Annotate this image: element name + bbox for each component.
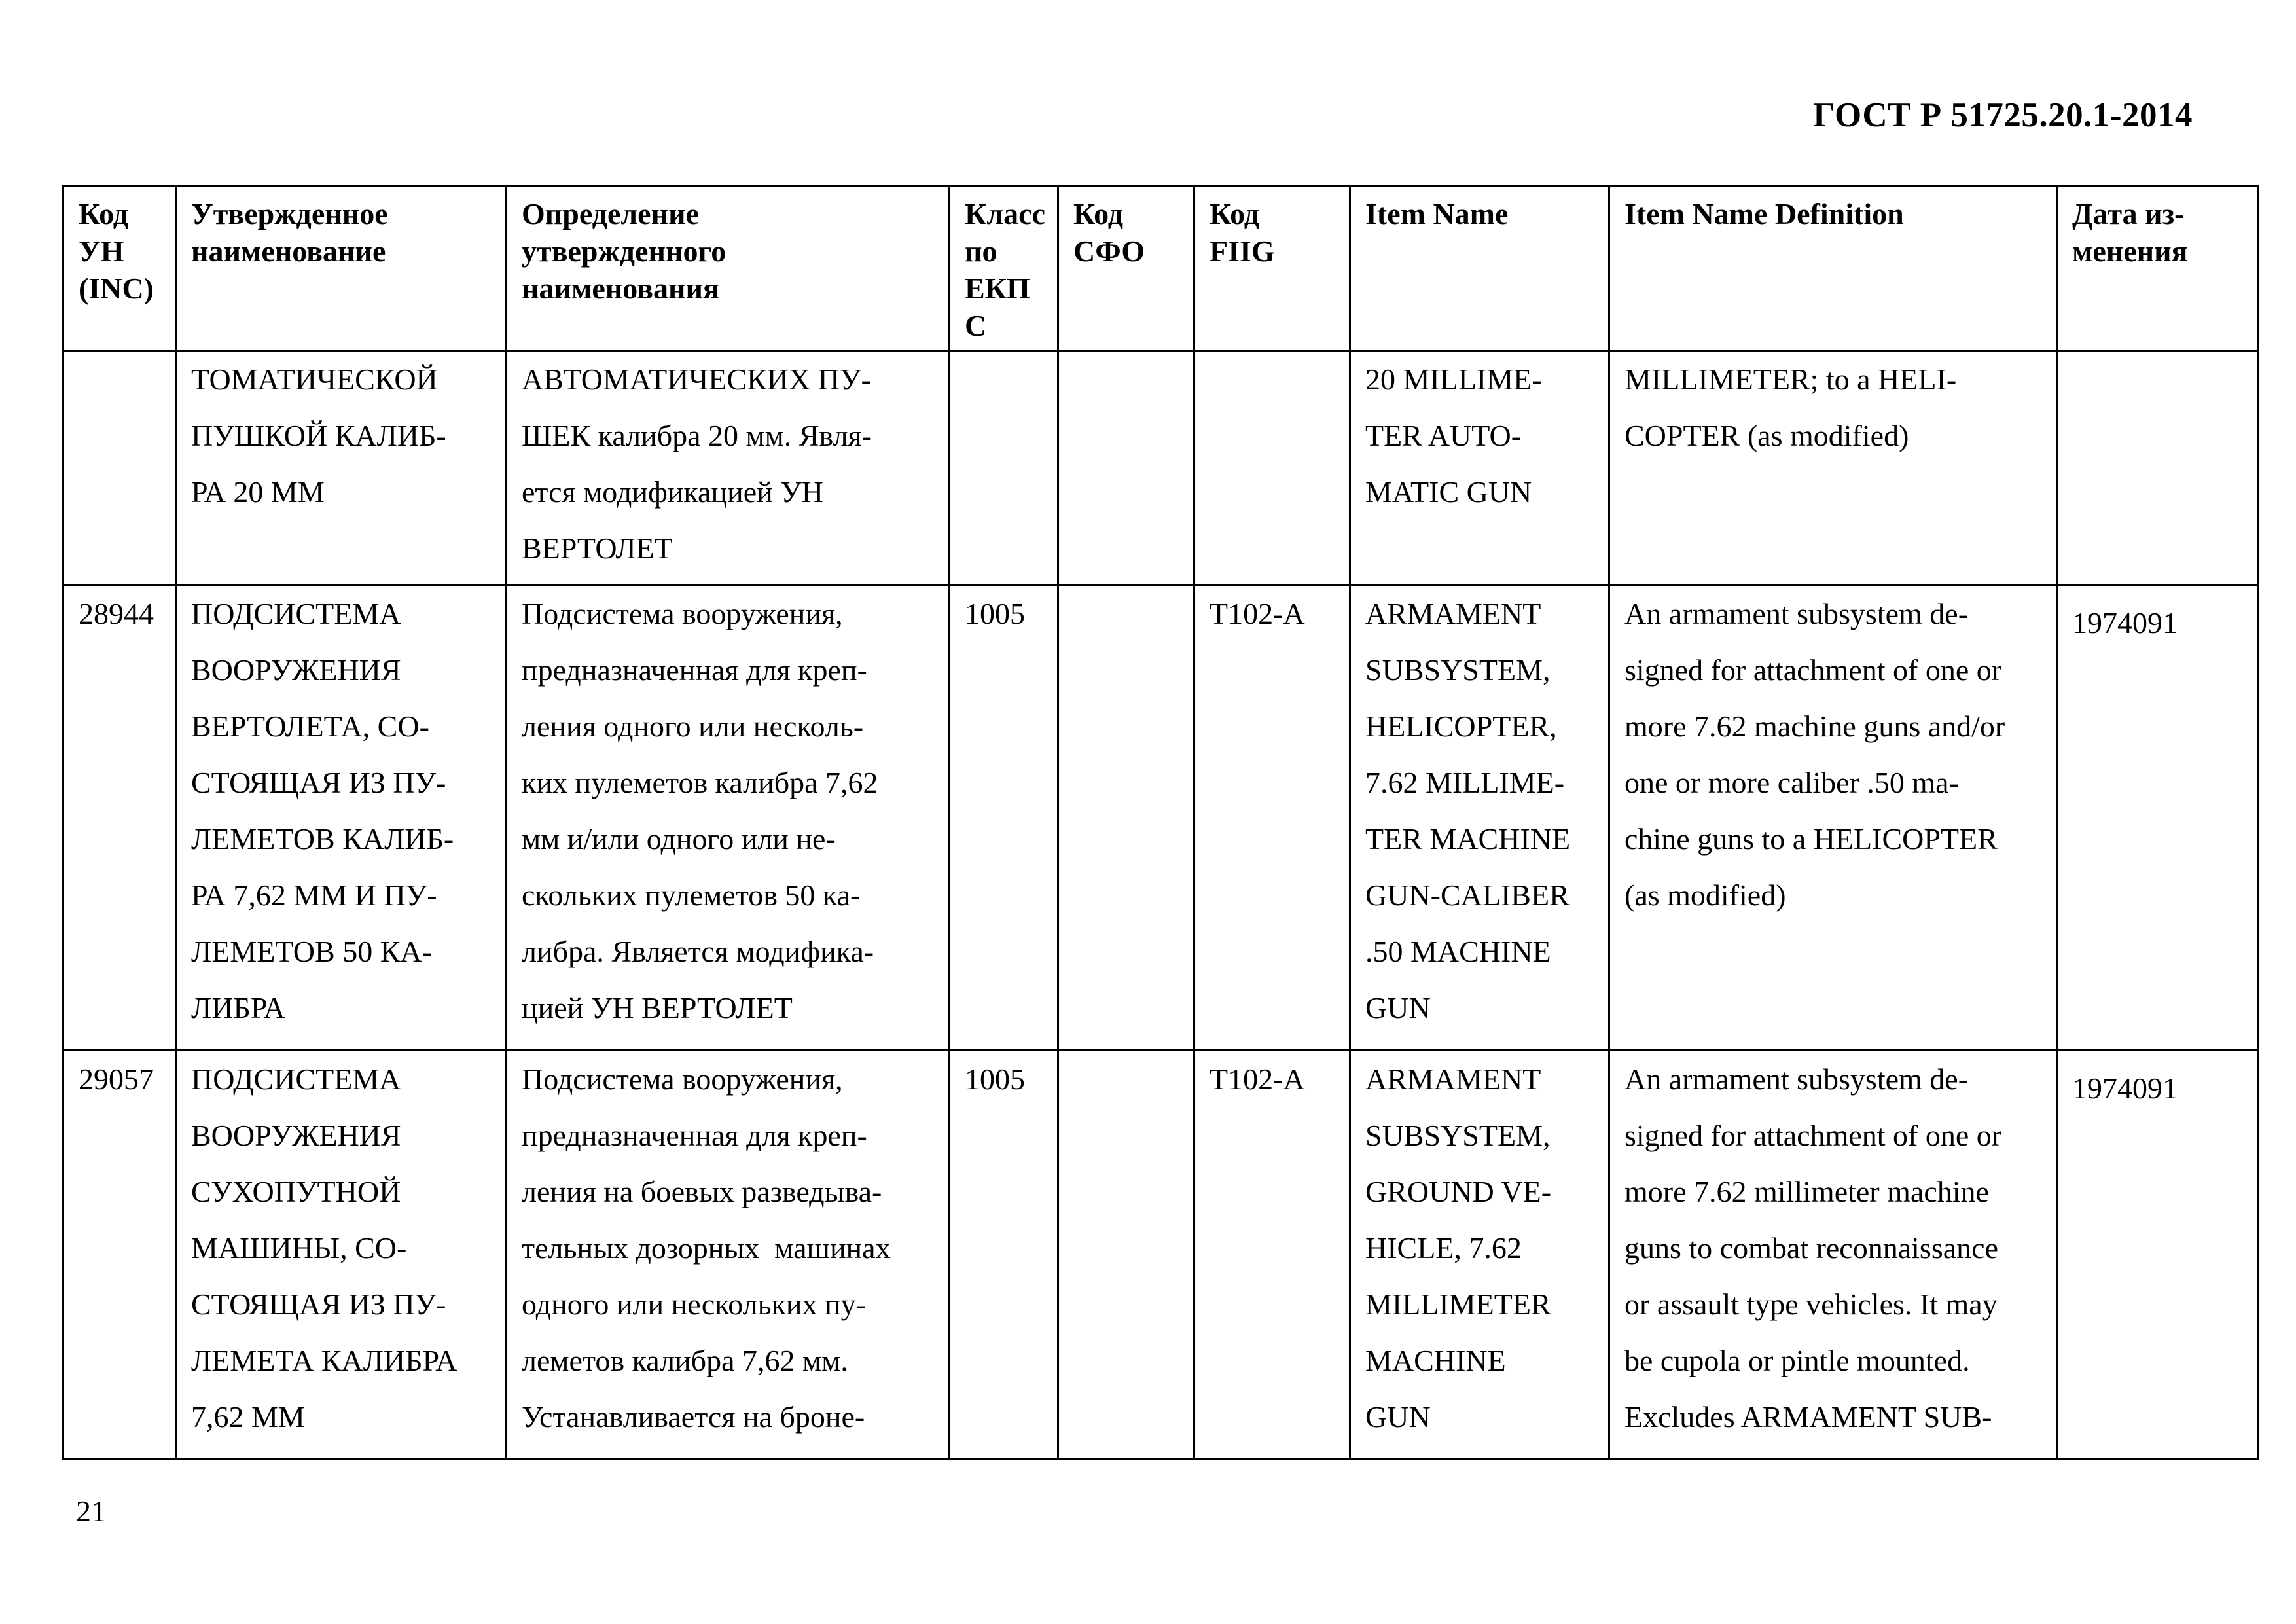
cell-line: GUN (1365, 991, 1431, 1024)
cell-line: ПУШКОЙ КАЛИБ- (191, 419, 446, 452)
cell-line: скольких пулеметов 50 ка- (522, 878, 861, 912)
cell-line: СТОЯЩАЯ ИЗ ПУ- (191, 766, 446, 799)
cell-name (176, 585, 507, 1051)
cell-line: тельных дозорных машинах (522, 1231, 891, 1265)
cell-item-def (1609, 351, 2057, 585)
cell-line: MILLIMETER; to a HELI- (1624, 363, 1957, 396)
cell-sfo (1058, 1051, 1194, 1459)
cell-line: more 7.62 millimeter machine (1624, 1175, 1989, 1208)
cell-line: СУХОПУТНОЙ (191, 1175, 401, 1208)
cell-line: 28944 (79, 597, 154, 630)
cell-line: HICLE, 7.62 (1365, 1231, 1522, 1265)
cell-line: MATIC GUN (1365, 475, 1532, 509)
cell-definition (507, 1051, 950, 1459)
cell-line: 1974091 (2072, 1072, 2178, 1105)
cell-line: (INC) (79, 272, 154, 305)
cell-inc (63, 1051, 176, 1459)
cell-line: COPTER (as modified) (1624, 419, 1909, 452)
cell-line: 1974091 (2072, 606, 2178, 640)
cell-line: РА 7,62 ММ И ПУ- (191, 878, 437, 912)
cell-line: УН (79, 234, 124, 268)
cell-line: SUBSYSTEM, (1365, 653, 1551, 687)
cell-line: Класс (965, 197, 1045, 230)
cell-line: ления на боевых разведыва- (522, 1175, 882, 1208)
cell-line: 1005 (965, 1062, 1025, 1096)
cell-line: 7,62 ММ (191, 1400, 305, 1434)
cell-line: TER MACHINE (1365, 822, 1571, 856)
cell-line: TER AUTO- (1365, 419, 1522, 452)
cell-class (950, 1051, 1058, 1459)
cell-line: Утвержденное (191, 197, 388, 230)
cell-name (176, 1051, 507, 1459)
cell-line: ВЕРТОЛЕТ (522, 532, 673, 565)
cell-inc (63, 585, 176, 1051)
cell-line: An armament subsystem de- (1624, 1062, 1969, 1096)
cell-line: ARMAMENT (1365, 597, 1541, 630)
cell-line: ПОДСИСТЕМА (191, 1062, 401, 1096)
cell-line: signed for attachment of one or (1624, 1119, 2002, 1152)
document-code: ГОСТ Р 51725.20.1-2014 (1813, 96, 2193, 134)
cell-line: ЛИБРА (191, 991, 285, 1024)
cell-line: Код (1073, 197, 1124, 230)
cell-line: утвержденного (522, 234, 726, 268)
cell-line: ких пулеметов калибра 7,62 (522, 766, 878, 799)
cell-line: or assault type vehicles. It may (1624, 1288, 1998, 1321)
cell-line: ВООРУЖЕНИЯ (191, 653, 401, 687)
cell-line: Код (79, 197, 129, 230)
cell-class (950, 585, 1058, 1051)
cell-line: HELICOPTER, (1365, 710, 1557, 743)
cell-line: .50 MACHINE (1365, 935, 1551, 968)
cell-line: АВТОМАТИЧЕСКИХ ПУ- (522, 363, 871, 396)
cell-line: GUN (1365, 1400, 1431, 1434)
cell-line: одного или нескольких пу- (522, 1288, 866, 1321)
cell-line: 20 MILLIME- (1365, 363, 1542, 396)
cell-line: ШЕК калибра 20 мм. Явля- (522, 419, 872, 452)
cell-fiig (1194, 1051, 1350, 1459)
cell-line: ВЕРТОЛЕТА, СО- (191, 710, 429, 743)
cell-line: Подсистема вооружения, (522, 1062, 843, 1096)
cell-line: one or more caliber .50 ma- (1624, 766, 1959, 799)
cell-line: Item Name Definition (1624, 197, 1904, 230)
cell-sfo (1058, 351, 1194, 585)
cell-line: guns to combat reconnaissance (1624, 1231, 1998, 1265)
header-cell-date (2057, 187, 2259, 351)
cell-line: signed for attachment of one or (1624, 653, 2002, 687)
cell-line: Подсистема вооружения, (522, 597, 843, 630)
cell-sfo (1058, 585, 1194, 1051)
cell-line: be cupola or pintle mounted. (1624, 1344, 1970, 1377)
cell-line: ARMAMENT (1365, 1062, 1541, 1096)
cell-line: 29057 (79, 1062, 154, 1096)
cell-line: РА 20 ММ (191, 475, 325, 509)
cell-line: ЕКП (965, 272, 1030, 305)
cell-line: наименование (191, 234, 386, 268)
cell-item-def (1609, 585, 2057, 1051)
cell-class (950, 351, 1058, 585)
cell-definition (507, 351, 950, 585)
cell-line: MACHINE (1365, 1344, 1506, 1377)
cell-line: менения (2072, 234, 2188, 268)
cell-line: МАШИНЫ, СО- (191, 1231, 407, 1265)
cell-line: СТОЯЩАЯ ИЗ ПУ- (191, 1288, 446, 1321)
table-row (63, 351, 2259, 585)
cell-line: леметов калибра 7,62 мм. (522, 1344, 848, 1377)
cell-line: ПОДСИСТЕМА (191, 597, 401, 630)
table-header-row (63, 187, 2259, 351)
cell-line: Код (1210, 197, 1260, 230)
cell-fiig (1194, 585, 1350, 1051)
cell-line: more 7.62 machine guns and/or (1624, 710, 2005, 743)
cell-line: предназначенная для креп- (522, 1119, 867, 1152)
header-cell-fiig (1194, 187, 1350, 351)
cell-line: T102-A (1210, 1062, 1305, 1096)
header-cell-definition (507, 187, 950, 351)
cell-line: An armament subsystem de- (1624, 597, 1969, 630)
cell-line: по (965, 234, 997, 268)
cell-date (2057, 351, 2259, 585)
header-cell-inc (63, 187, 176, 351)
cell-line: chine guns to a HELICOPTER (1624, 822, 1998, 856)
cell-line: Определение (522, 197, 700, 230)
cell-line: мм и/или одного или не- (522, 822, 836, 856)
cell-fiig (1194, 351, 1350, 585)
cell-line: Дата из- (2072, 197, 2185, 230)
table-row (63, 585, 2259, 1051)
cell-inc (63, 351, 176, 585)
page-number: 21 (76, 1494, 106, 1528)
cell-item-name (1350, 1051, 1609, 1459)
header-cell-item-name (1350, 187, 1609, 351)
cell-line: СФО (1073, 234, 1145, 268)
cell-line: GROUND VE- (1365, 1175, 1552, 1208)
header-cell-name (176, 187, 507, 351)
cell-line: 7.62 MILLIME- (1365, 766, 1565, 799)
cell-line: ВООРУЖЕНИЯ (191, 1119, 401, 1152)
cell-date (2057, 1051, 2259, 1459)
cell-definition (507, 585, 950, 1051)
cell-line: ЛЕМЕТА КАЛИБРА (191, 1344, 457, 1377)
header-cell-sfo (1058, 187, 1194, 351)
cell-line: наименования (522, 272, 719, 305)
cell-line: ления одного или несколь- (522, 710, 864, 743)
cell-line: FIIG (1210, 234, 1275, 268)
cell-line: GUN-CALIBER (1365, 878, 1570, 912)
cell-line: ЛЕМЕТОВ КАЛИБ- (191, 822, 454, 856)
table-row (63, 1051, 2259, 1459)
cell-line: T102-A (1210, 597, 1305, 630)
cell-line: цией УН ВЕРТОЛЕТ (522, 991, 793, 1024)
cell-item-name (1350, 585, 1609, 1051)
cell-line: ЛЕМЕТОВ 50 КА- (191, 935, 432, 968)
header-cell-class (950, 187, 1058, 351)
cell-item-def (1609, 1051, 2057, 1459)
cell-line: Item Name (1365, 197, 1509, 230)
cell-name (176, 351, 507, 585)
cell-line: либра. Является модифика- (522, 935, 874, 968)
cell-item-name (1350, 351, 1609, 585)
cell-line: предназначенная для креп- (522, 653, 867, 687)
cell-line: ется модификацией УН (522, 475, 824, 509)
cell-line: MILLIMETER (1365, 1288, 1551, 1321)
cell-line: ТОМАТИЧЕСКОЙ (191, 363, 438, 396)
cell-line: SUBSYSTEM, (1365, 1119, 1551, 1152)
cell-line: 1005 (965, 597, 1025, 630)
cell-line: Устанавливается на броне- (522, 1400, 865, 1434)
cell-line: С (965, 309, 987, 342)
cell-date (2057, 585, 2259, 1051)
header-cell-item-def (1609, 187, 2057, 351)
cell-line: Excludes ARMAMENT SUB- (1624, 1400, 1992, 1434)
nomenclature-table (62, 185, 2259, 1460)
cell-line: (as modified) (1624, 878, 1786, 912)
